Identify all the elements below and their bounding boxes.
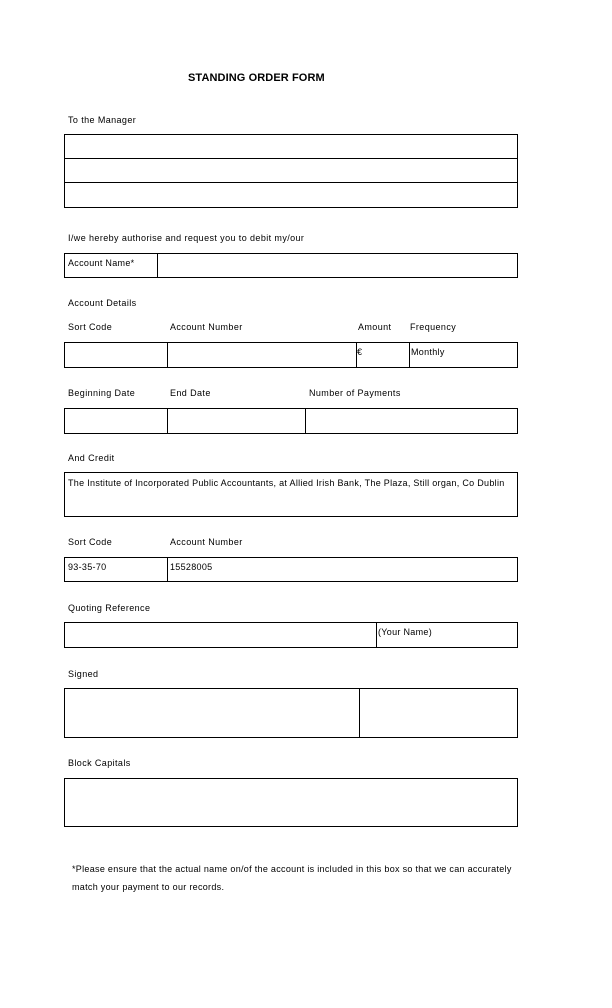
credit-account-divider [167,557,168,582]
signature-date-field[interactable] [360,689,517,737]
footnote-text: *Please ensure that the actual name on/of the account is included in this box so that we can accurately match your payment to our records. [72,864,512,892]
manager-address-line-divider [64,158,518,159]
number-of-payments-label: Number of Payments [309,388,401,398]
credit-account-number-label: Account Number [170,537,243,547]
amount-label: Amount [358,322,392,332]
debit-details-divider [409,342,410,368]
quoting-reference-divider [376,622,377,648]
frequency-field[interactable]: Monthly [411,347,445,357]
block-capitals-label: Block Capitals [68,758,131,768]
debit-account-number-label: Account Number [170,322,243,332]
end-date-label: End Date [170,388,211,398]
signature-field[interactable] [65,689,358,737]
and-credit-label: And Credit [68,453,115,463]
beginning-date-label: Beginning Date [68,388,136,398]
debit-sort-code-field[interactable] [65,343,166,367]
credit-account-number-value: 15528005 [170,562,213,572]
credit-sort-code-label: Sort Code [68,537,113,547]
block-capitals-field[interactable] [64,778,518,827]
account-details-label: Account Details [68,298,137,308]
debit-account-number-field[interactable] [168,343,355,367]
number-of-payments-field[interactable] [306,409,517,433]
quoting-reference-label: Quoting Reference [68,603,151,613]
manager-address-line-divider [64,182,518,183]
authorise-text: I/we hereby authorise and request you to debit my/our [68,233,305,243]
end-date-field[interactable] [168,409,304,433]
debit-sort-code-label: Sort Code [68,322,113,332]
credit-sort-code-value: 93-35-70 [68,562,107,572]
your-name-hint: (Your Name) [378,627,432,637]
frequency-label: Frequency [410,322,457,332]
beginning-date-field[interactable] [65,409,166,433]
account-name-field[interactable] [158,254,517,277]
signed-label: Signed [68,669,99,679]
credit-account-row [64,557,518,582]
payee-text: The Institute of Incorporated Public Accountants, at Allied Irish Bank, The Plaza, Still organ, Co Dublin [68,478,505,488]
amount-field[interactable]: € [357,347,363,357]
quoting-reference-field[interactable] [65,623,375,647]
account-name-label: Account Name* [68,258,135,268]
to-manager-label: To the Manager [68,115,137,125]
manager-address-box[interactable] [64,134,518,208]
form-title: STANDING ORDER FORM [188,72,325,84]
